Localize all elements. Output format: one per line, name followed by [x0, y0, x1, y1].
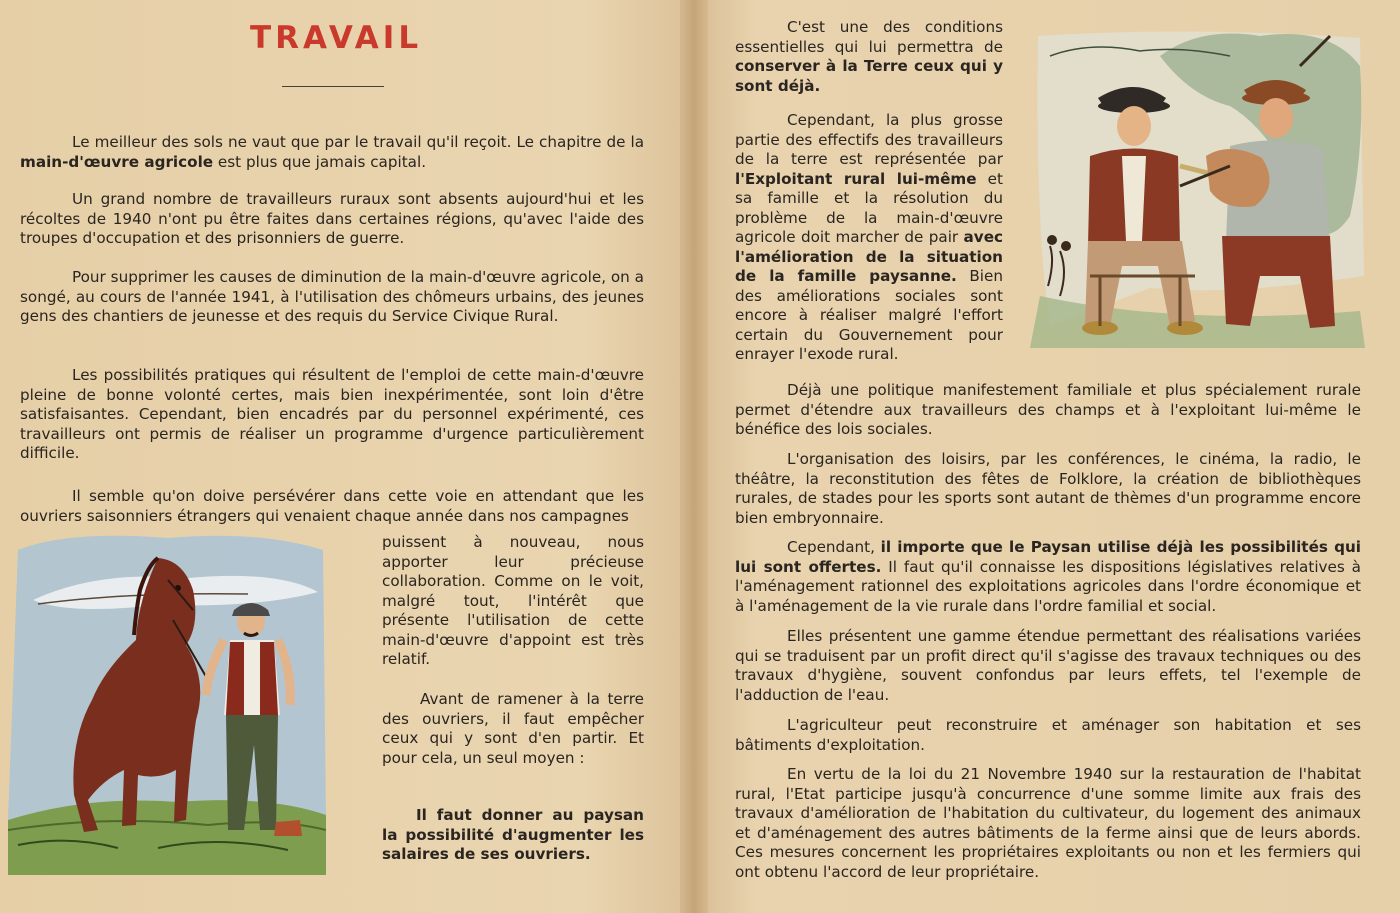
paragraph-conditions [735, 18, 1003, 96]
paragraph-gamme: Elles présentent une gamme étendue permettant des réalisations variées qui se traduisent par un profit direct qu'il s'agisse des travaux techniques ou des travaux d'hygiène, souvent confondus par leurs effets, tel l'exemple de l'adduction de l'eau. [735, 627, 1361, 704]
paragraph-absents: Un grand nombre de travailleurs ruraux sont absents aujourd'hui et les récoltes de 1940 n'ont pu être faites dans certaines régions, qu'avec l'aide des troupes d'occupation et des prisonniers de guerre. [20, 190, 644, 247]
paragraph-ramener: Avant de ramener à la terre des ouvriers, il faut empêcher ceux qui y sont d'en partir. Et pour cela, un seul moyen : [382, 690, 644, 767]
paragraph-text: Cependant, la plus grosse partie des effectifs des travailleurs de la terre est représentée par [735, 111, 1003, 168]
paragraph-text: C'est une des conditions essentielles qui lui permettra de [735, 18, 1003, 56]
bold-text: conserver à la Terre ceux qui y sont déjà. [735, 57, 1003, 95]
bold-text: avec l'amélioration de la situation de la famille paysanne. [735, 228, 1003, 285]
paragraph-text: Bien des améliorations sociales sont encore à réaliser malgré l'effort certain du Gouvernement pour enrayer l'exode rural. [735, 267, 1003, 363]
paragraph-text: Il faut qu'il connaisse les dispositions législatives relatives à l'aménagement rationnel des exploitations agricoles dans l'ordre économique et à l'aménagement de la vie rurale dans l'ordre familial et social. [735, 557, 1361, 615]
page-title: TRAVAIL [250, 20, 423, 56]
title-underline [282, 86, 384, 87]
paragraph-exploitant [735, 111, 1003, 365]
paragraph-collaboration: puissent à nouveau, nous apporter leur précieuse collaboration. Comme on le voit, malgré tout, l'intérêt que présente l'utilisation de cette main-d'œuvre d'appoint est très relatif. [382, 533, 644, 668]
paragraph-text: Cependant, [787, 538, 881, 556]
paragraph-possibilites: Les possibilités pratiques qui résultent de l'emploi de cette main-d'œuvre pleine de bonne volonté certes, mais bien inexpérimentée, sont loin d'être satisfaisantes. Cependant, bien encadrés par du personnel expérimenté, ces travailleurs ont permis de réaliser un programme d'urgence particulièrement difficile. [20, 366, 644, 462]
horse-farmer-illustration [8, 530, 326, 875]
paragraph-text: est plus que jamais capital. [213, 152, 427, 171]
paragraph-perseverer: Il semble qu'on doive persévérer dans cette voie en attendant que les ouvriers saisonniers étrangers qui venaient chaque année dans nos campagnes [20, 487, 644, 525]
paragraph-text: Le meilleur des sols ne vaut que par le travail qu'il reçoit. Le chapitre de la [72, 133, 644, 151]
musicians-illustration [1030, 26, 1365, 348]
paragraph-text: et sa famille et la résolution du problème de la main-d'œuvre agricole doit marcher de pair [735, 169, 1003, 246]
paragraph-habitation: L'agriculteur peut reconstruire et aménager son habitation et ses bâtiments d'exploitation. [735, 716, 1361, 754]
paragraph-politique: Déjà une politique manifestement familiale et plus spécialement rurale permet d'étendre aux travailleurs des champs et à l'exploitant lui-même le bénéfice des lois sociales. [735, 381, 1361, 438]
paragraph-sols [20, 133, 644, 172]
book-gutter [680, 0, 708, 913]
bold-text: main-d'œuvre agricole [20, 152, 214, 171]
paragraph-loi-1940: En vertu de la loi du 21 Novembre 1940 sur la restauration de l'habitat rural, l'Etat participe jusqu'à concurrence d'une somme limite aux frais des travaux d'amélioration de l'habitation du cultivateur, du logement des animaux et d'aménagement des autres bâtiments de la ferme ainsi que de leurs abords. Ces mesures concernent les propriétaires exploitants ou non et les fermiers qui ont obtenu l'accord de leur propriétaire. [735, 765, 1361, 881]
paragraph-conclusion-bold: Il faut donner au paysan la possibilité d'augmenter les salaires de ses ouvriers. [382, 806, 644, 863]
bold-text: l'Exploitant rural lui-même [735, 169, 977, 188]
paragraph-loisirs: L'organisation des loisirs, par les conférences, le cinéma, la radio, le théâtre, la reconstitution des fêtes de Folklore, la création de bibliothèques rurales, de stades pour les sports sont autant de thèmes d'un programme encore bien embryonnaire. [735, 450, 1361, 527]
paragraph-possibilites-paysan [735, 538, 1361, 616]
bold-text: il importe que le Paysan utilise déjà les possibilités qui lui sont offertes. [735, 538, 1361, 576]
paragraph-diminution: Pour supprimer les causes de diminution de la main-d'œuvre agricole, on a songé, au cours de l'année 1941, à l'utilisation des chômeurs urbains, des jeunes gens des chantiers de jeunesse et des requis du Service Civique Rural. [20, 268, 644, 325]
